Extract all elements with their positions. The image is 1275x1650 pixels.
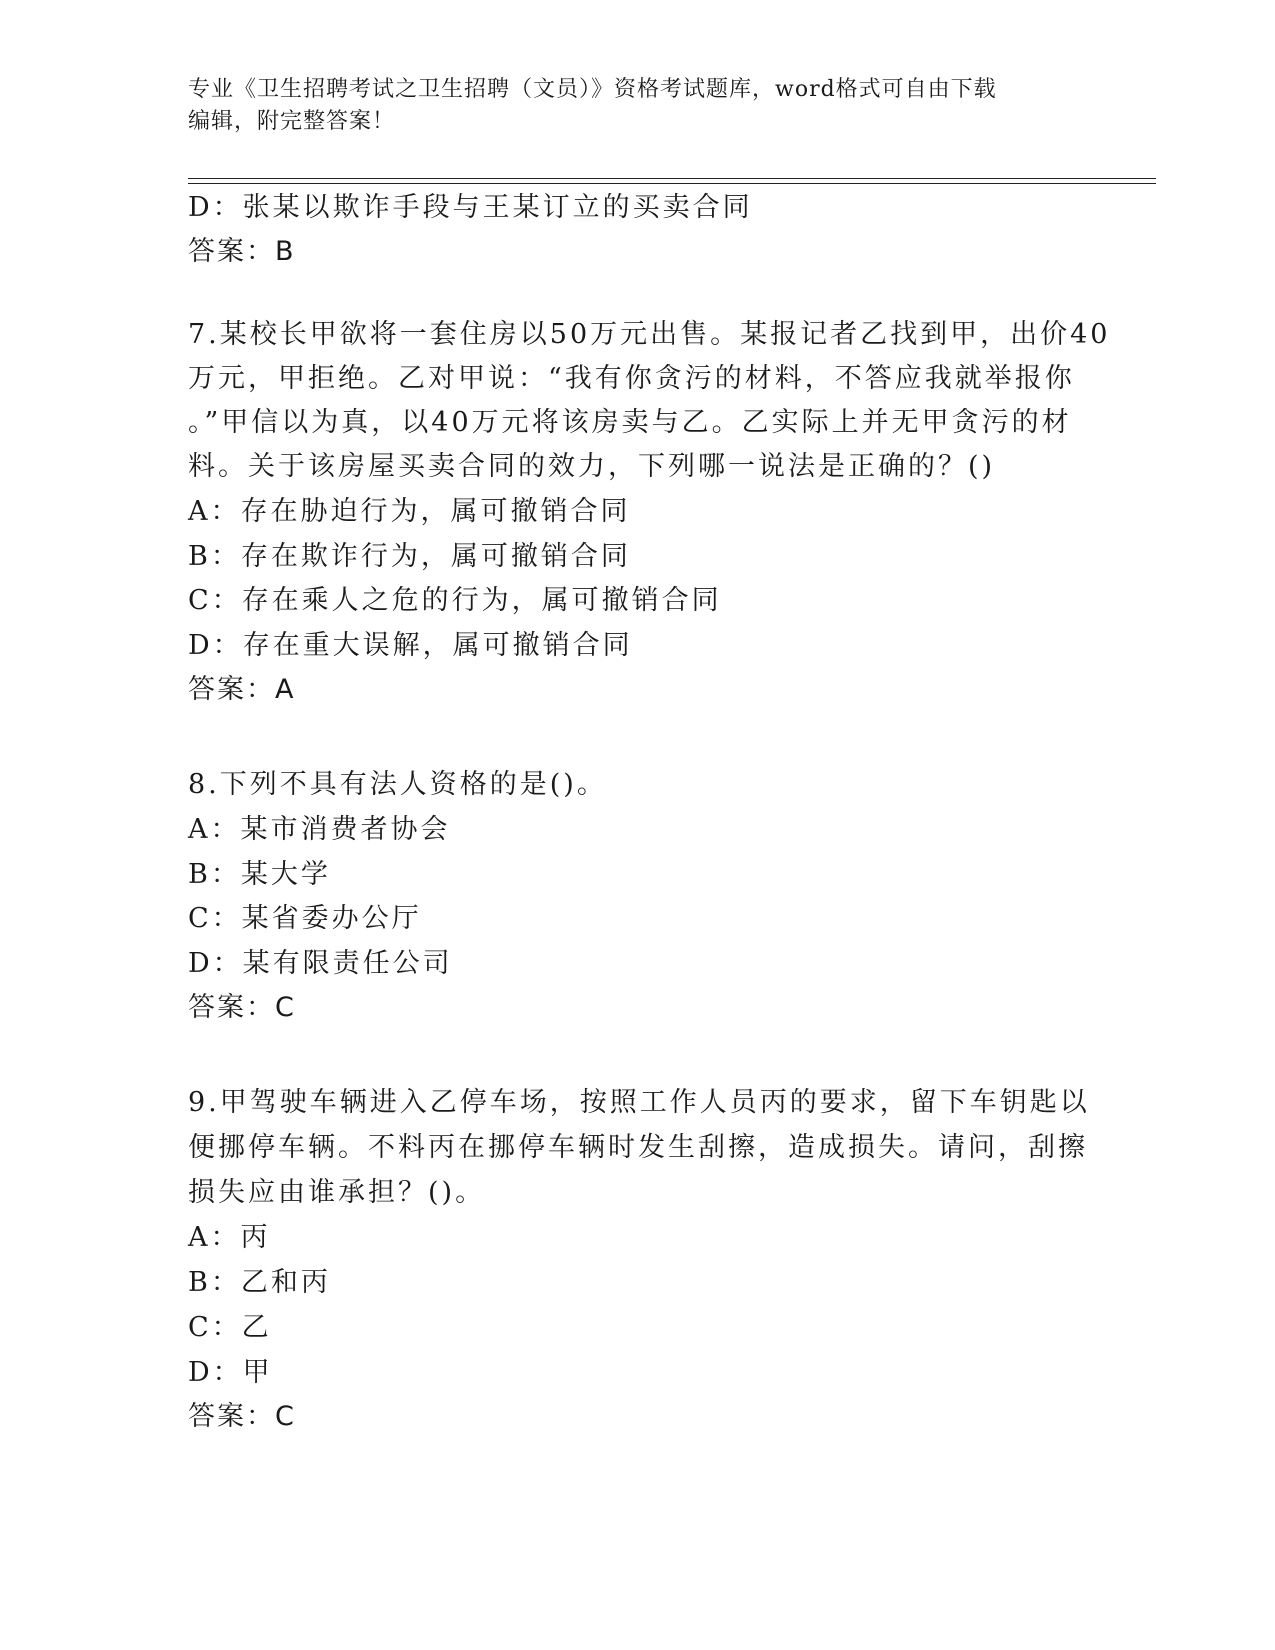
q9-stem-line-1: 9.甲驾驶车辆进入乙停车场，按照工作人员丙的要求，留下车钥匙以 [188,1087,1090,1118]
q9-stem-line-2: 便挪停车辆。不料丙在挪停车辆时发生刮擦，造成损失。请问，刮擦 [188,1132,1088,1163]
q8-stem-line-1: 8.下列不具有法人资格的是()。 [188,769,607,800]
q8-option-d: D：某有限责任公司 [188,948,453,979]
q8-option-c: C：某省委办公厅 [188,903,422,934]
q7-option-c: C：存在乘人之危的行为，属可撤销合同 [188,585,722,616]
header-divider-bottom [188,183,1156,184]
q7-stem-line-1: 7.某校长甲欲将一套住房以50万元出售。某报记者乙找到甲，出价40 [188,319,1111,350]
q7-stem-line-3: 。”甲信以为真，以40万元将该房卖与乙。乙实际上并无甲贪污的材 [188,407,1072,438]
q8-option-a: A：某市消费者协会 [188,814,451,845]
q9-answer: 答案：C [188,1401,296,1432]
q8-option-b: B：某大学 [188,859,331,890]
header-line-2: 编辑，附完整答案！ [188,109,396,134]
q9-stem-line-3: 损失应由谁承担？()。 [188,1177,486,1208]
q7-option-d: D：存在重大误解，属可撤销合同 [188,630,633,661]
document-header [188,74,1088,138]
q9-option-a: A：丙 [188,1222,271,1253]
q7-option-b: B：存在欺诈行为，属可撤销合同 [188,541,631,572]
q7-stem-line-2: 万元，甲拒绝。乙对甲说：“我有你贪污的材料，不答应我就举报你 [188,363,1075,394]
prev-question-answer: 答案：B [188,236,296,267]
q7-stem-line-4: 料。关于该房屋买卖合同的效力，下列哪一说法是正确的？() [188,451,996,482]
q9-option-d: D：甲 [188,1357,273,1388]
header-line-1: 专业《卫生招聘考试之卫生招聘（文员）》资格考试题库，word格式可自由下载 [188,77,997,102]
q9-option-b: B：乙和丙 [188,1267,331,1298]
q9-option-c: C：乙 [188,1312,272,1343]
q8-answer: 答案：C [188,992,296,1023]
prev-question-option-d: D：张某以欺诈手段与王某订立的买卖合同 [188,192,753,223]
q7-option-a: A：存在胁迫行为，属可撤销合同 [188,496,631,527]
q7-answer: 答案：A [188,674,296,705]
header-divider-top [188,178,1156,179]
